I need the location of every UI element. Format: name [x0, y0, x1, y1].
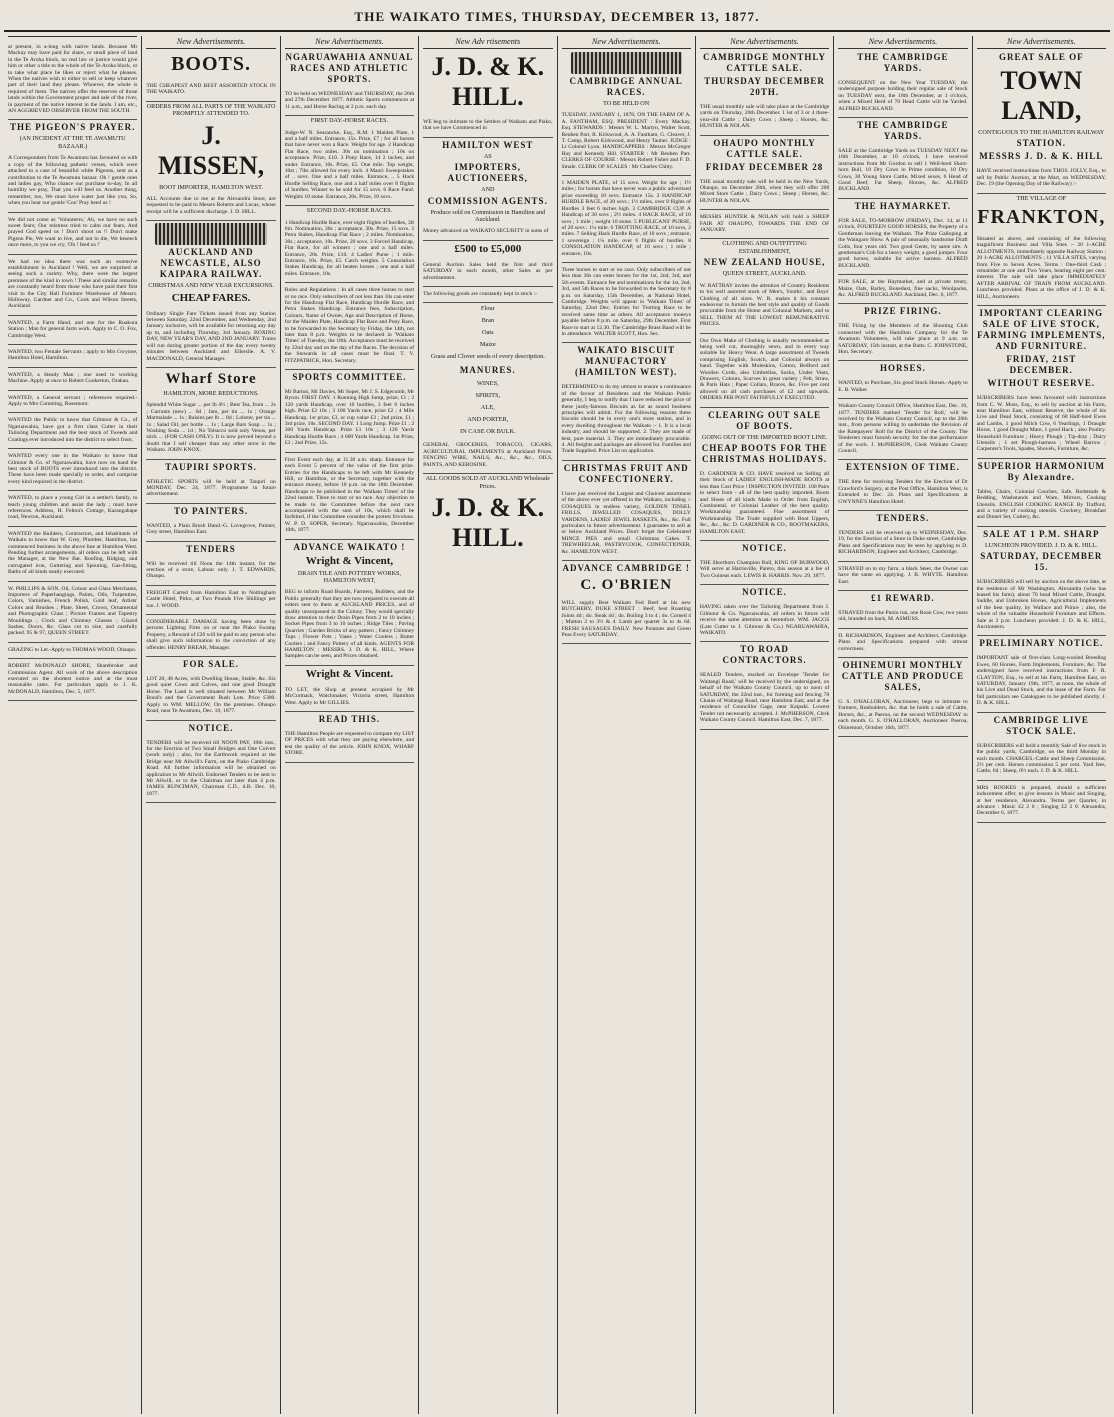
advertisement-text — [146, 586, 275, 615]
advertisement-text — [838, 606, 967, 629]
ad-body: THE usual monthly sale will take place at the Cambridge yards on Thursday, 20th December. 1 lot of 3 or 4 three-year-old Cattle ; Dairy Cows ; Sheep ; Horses, &c. HUNTER & NOLAN. — [699, 104, 830, 130]
advertisement-text — [146, 519, 275, 542]
ad-heading: CAMBRIDGE MONTHLY CATTLE SALE. — [703, 52, 827, 73]
ad-heading: £500 to £5,000 — [454, 242, 522, 255]
column-3 — [281, 36, 419, 1414]
ad-heading: NGARUAWAHIA ANNUAL RACES AND ATHLETIC SPORTS. — [285, 52, 414, 84]
ad-heading: COMMISSION AGENTS. — [427, 195, 548, 206]
advertisement-text — [838, 144, 967, 199]
advertisement-text — [285, 126, 414, 206]
advertisement-text — [838, 526, 967, 562]
advertisement-text — [8, 449, 137, 491]
ad-body: FREIGHT Carted from Hamilton East to Nottingham Castle Hotel, Pirko, at Two Pounds Five Shillings per ton. J. WOOD. — [146, 589, 276, 609]
advertisement-text — [838, 319, 967, 361]
ad-body: MESSRS HUNTER & NOLAN will hold a SHEEP FAIR AT OHAUPO, TOWARDS THE END OF JANUARY. — [699, 214, 830, 234]
column-heading: New Advertisements. — [700, 36, 829, 49]
advertisement-text — [700, 467, 829, 541]
ad-body: WANTED every one in the Waikato to know that Gilmour & Co. of Ngaruawahia, have now on hand the best stock of BOOTS ever introduced into the district. These have been made specially to order, and comprise every kind required in the district. — [8, 453, 138, 485]
ad-heading: J. D. & K. HILL. — [431, 52, 545, 111]
advertisement-text — [562, 487, 691, 561]
ad-heading: CONTIGUOUS TO THE HAMILTON RAILWAY — [978, 129, 1105, 136]
ad-heading: CHRISTMAS AND NEW YEAR EXCURSIONS. — [148, 282, 274, 290]
advertisement-text — [977, 391, 1106, 459]
goods-list — [423, 378, 552, 438]
ad-body: TO be held on WEDNESDAY and THURSDAY, the 26th and 27th December 1877. Athletic Sports commences at 11 a.m., and Horse Racing at 2 p.m. each day. — [284, 91, 415, 110]
ad-body: WANTED, a General servant ; references required.-Apply to Mrs Cumming, Rosemont. — [8, 394, 138, 408]
ad-heading: (AN INCIDENT AT THE TE AWAMUTU BAZAAR.) — [19, 135, 126, 150]
ad-body: THE CHEAPEST AND BEST ASSORTED STOCK IN THE WAIKATO. — [146, 83, 276, 96]
ad-heading: SPORTS COMMITTEE. — [292, 372, 407, 383]
ad-body: WANTED the Public to know that Gilmour & Co., of Ngaruawahia, have got a first class Cutter in their Tailoring Department and the best stock of Tweeds and Coatings ever introduced into the district to select from. — [8, 417, 138, 443]
ad-heading: GREAT SALE OF — [998, 52, 1084, 62]
ad-body: TENDERS will be received up to WEDNESDAY, Dec. 19, for the Erection of a Store in Duke street, Cambridge. Plans and Specifications may be seen by applying to D. RICHARDSON, Engineer and Architect, Cambridge. — [838, 530, 968, 556]
advertisement-text — [285, 683, 414, 712]
advertisement-text — [8, 413, 137, 449]
advertisement-text — [146, 736, 275, 804]
ad-body: HAVE received instructions from THOS. JOLLY, Esq., to sell by Public Auction, at the Mart, on WEDNESDAY, Dec. 19 (the Opening Day of the Railway) :- — [976, 168, 1106, 188]
ad-heading: ADVANCE WAIKATO ! — [293, 541, 406, 552]
goods-item: IN CASE OR BULK. — [459, 428, 516, 436]
advertisement-text — [8, 582, 137, 643]
goods-list — [423, 303, 552, 363]
advertisement-text — [8, 40, 137, 120]
advertisement-text — [562, 263, 691, 343]
ad-body: THE Firing by the Members of the Shooting Club connected with the Hamilton Company for the Te Awamutu Volunteers, will take place at 9 a.m. on SATURDAY, 15th instant, at the Butts. C. JOHNSTONE, Hon. Secretary. — [838, 323, 968, 355]
ad-heading: TAUPIRI SPORTS. — [165, 461, 257, 472]
ad-heading: SALE AT 1 P.M. SHARP — [983, 528, 1100, 539]
ad-heading: J. D. & K. HILL. — [431, 492, 545, 552]
ad-body: We had no idea there was such an extensive establishment in Auckland ! Well, we are surprised at seeing such a variety. Why, there were the largest premises of the kind in town ! These and similar remarks are constantly heard from those who have paid their first visit to the City Hall Furniture Warehouse of Messrs. Holloway, Gardner and Co., Cook and Wilson Streets, Auckland. — [8, 258, 138, 310]
ad-body: STRAYED on to my farm, a black Steer, the Owner can have the same on applying. J. B. WHYTE. Hamilton East. — [838, 565, 968, 585]
advertisement-text — [562, 176, 691, 263]
ad-heading: CHRISTMAS FRUIT AND CONFECTIONERY. — [563, 462, 689, 484]
advertisement-text — [8, 491, 137, 527]
advertisement-text — [977, 164, 1106, 193]
goods-item: Grass and Clover seeds of every description. — [430, 353, 545, 361]
ad-heading: IMPORTANT CLEARING SALE OF LIVE STOCK, FARMING IMPLEMENTS, AND FURNITURE. — [977, 308, 1106, 352]
ad-body: WANTED, two Female Servants ; apply to Mrs Gwynne, Hamilton Hotel, Hamilton. — [8, 349, 138, 362]
advertisement-text — [8, 368, 137, 391]
ad-body: WANTED, a Farm Hand, and one for the Ruakura Station ; Man for general farm work. Apply to C. O. Fox, Cambridge West. — [8, 319, 138, 339]
column-5 — [558, 36, 696, 1414]
ad-heading: THE VILLAGE OF — [1016, 194, 1067, 202]
ad-body: CONSIDERABLE DAMAGE having been done by persons Lighting Fires on or near the Piako Swamp Property, a Reward of £20 will be paid to any person who shall give such information to the conviction of any offender. HENRY BREAR, Manager. — [146, 619, 276, 651]
ad-heading: STATION. — [1016, 138, 1067, 149]
ad-heading: QUEEN STREET, AUCKLAND. — [722, 270, 807, 278]
ad-heading: GOING OUT OF THE IMPORTED BOOT LINE. — [701, 433, 828, 441]
ad-body: ALL Accounts due to me at the Alexandra Store, are requested to be paid to Messrs Roberts and Lucas, whose receipt will be a sufficient discharge. J. D. HILL. — [146, 196, 276, 215]
ad-heading: SECOND DAY.-HORSE RACES. — [306, 207, 393, 215]
ad-heading: FRANKTON, — [977, 206, 1106, 229]
advertisement-text — [285, 283, 414, 370]
ad-heading: OHINEMURI MONTHLY CATTLE AND PRODUCE SALES, — [841, 659, 965, 692]
ad-heading: TENDERS. — [876, 513, 930, 524]
advertisement-text — [838, 76, 967, 118]
advertisement-text — [285, 385, 414, 453]
column-6 — [696, 36, 834, 1414]
advertisement-text — [562, 108, 691, 176]
ad-heading: Produce sold on Commission in Hamilton and Auckland. — [430, 208, 546, 224]
advertisement-text — [146, 615, 275, 657]
ad-body: TUESDAY, JANUARY 1, 1878, ON THE FARM OF A. A. FANTHAM, ESQ. PRESIDENT : Every Mackay, Esq. STEWARDS : Messrs W. L. Martyn, Walter Scott, Reuben Parr, R. Kirkwood, A. A. Fantham, G. Cleaver, J. T. Camp, Robert Kirkwood, and Henry Tauber. JUDGE : Lt Colonel Lyon. HANDICAPPERS : Messrs McGregor Hay and Kennedy Hill. STARTER : Mr Reuben Parr. CLERKS OF COURSE : Messrs Robert Fisher and F. D. Smale. CLERK OF SCALES : Mr Charles Chitty. — [561, 112, 691, 170]
column-8 — [973, 36, 1110, 1414]
ad-heading: MANURES. — [459, 365, 516, 376]
ad-heading: AND — [481, 186, 495, 194]
advertisement-text — [285, 453, 414, 540]
ad-body: at present, in a-long with native lands. Because Mr Mackay may have paid for share, or small piece of land in the Te Aroha block, no real law or justice would give him or other a title to the whole of the Te Aroha block, or to take what place he likes or reject what he pleases. When the natives wish to either to sell or keep whatever part of their land they please. Whoever, the whole is required of them. The natives offer the reserves of those lands within the Government proper and sale of the river, in payment of the native interest in the lands. I am, etc., AN AGGRIEVED OBSERVER FROM THE SOUTH. — [8, 44, 138, 115]
ad-body: TENDERS will be received till NOON PAY, 19th inst., for the Erection of Two Small Bridges and One Culvert (work only) ; also, for the Earthwork required at the Bridge near Mr Allwill's Farm, on the Piako Cambridge Road. All further information will be obtained on application to Mr Allwill. Endorsed Tenders to be sent to Mr Allwill, or to the Chairman not later than 4 p.m. JAMES RUNCIMAN, Chairman C.D., d.B. Dec. 10, 1877. — [146, 739, 276, 797]
ad-body: FOR SALE, at the Haymarket, and at private treaty, Maize, Oats, Barley, Bonedust, fine sacks, Woolpacks, &c. ALFRED BUCKLAND. Auckland, Dec. 6, 1877. — [838, 279, 968, 298]
ad-heading: HORSES. — [880, 363, 926, 374]
ad-body: D. RICHARDSON, Engineer and Architect, Cambridge. Plans and Specifications prepared with utmost correctness. — [838, 632, 968, 652]
advertisement-text — [423, 287, 552, 303]
ad-heading: EXTENSION OF TIME. — [846, 462, 960, 473]
ad-body: Judge-W. N. Searancke, Esq., R.M. 1 Maiden Plate, 1 and a half miles. Entrance, 15s. Prize, £7 ; for all horses that have never won a Race. Weight for age. 2 Handicap Flat Race, two miles. 30s on nomination ; 10s on acceptance. Prize, £10. 3 Pony Race, 14 2 inches, and under. Entrance, 10s. Prize, £5. One mile. Top weight, 10st ; 7lbs allowed for every inch. 4 Maori Sweepstakes of .. sovs. One and a half miles. Entrance, .. 5 Hack Hurdle Selling Race, one and a half miles over 8 flights of hurdles. Winner to be sold for 15 sovs. 6 Race Fund. Weights 10 stone. Entrance, 20s. Prize, 10 sovs. — [284, 129, 415, 200]
engraving-illustration — [571, 52, 682, 74]
advertisement-text — [838, 214, 967, 275]
advertisement-text — [977, 739, 1106, 781]
advertisement-text — [977, 485, 1106, 527]
ad-body: STRAYED from the Puniu run, one Roan Cow, two years old, branded on back, M. ASMUSS. — [838, 609, 968, 623]
ad-heading: CLEARING OUT SALE OF BOOTS. — [708, 409, 821, 431]
ad-body: HAVING taken over the Tailoring Department from J. Gilmour & Co. Ngaruawahia, all orders in future will receive the same attention as heretofore. WM. JAGGS (Late Cutter to J. Gilmour & Co.) NGARUAWAHIA, WAIKATO. — [699, 604, 830, 636]
masthead: THE WAIKATO TIMES, THURSDAY, DECEMBER 13, 1877. — [4, 6, 1110, 32]
advertisement-text — [146, 398, 275, 459]
advertisement-text — [146, 475, 275, 504]
ad-heading: NOTICE. — [742, 543, 787, 554]
advertisement-text — [8, 643, 137, 659]
goods-item: Maize — [479, 341, 496, 349]
advertisement-text — [838, 399, 967, 460]
ad-body: Splendid White Sugar ... per lb 4½ ; Best Tea, from ... 2s ; Currants (new) ... 6d ; Jam, per tin ... 1s ; Orange Marmalade ... 1s ; Raisins per lb ... 8d ; Lobster, per tin ... 1s ; Salad Oil, per bottle ... 1s ; Large Bars Soap ... 1s ; Washing Soda ... 1d ; No Tobacco sold only Venus, per stick ... (FOR CASH ONLY). It is now proved beyond a doubt that I sell cheaper than any other store in the Waikato. JOHN KNOX. — [146, 402, 276, 454]
advertisement-text — [700, 100, 829, 136]
ad-heading: TOWN LAND, — [1000, 66, 1083, 125]
advertisement-text — [146, 192, 275, 221]
ad-body: MRS ROOKES is prepared, should a sufficient inducement offer, to give lessons in Music and Singing, at her residence, Alexandra. Terms per Quarter, in advance : Music £2 2 0 ; Singing £2 2 0. Alexandra, December 6, 1877. — [976, 784, 1106, 817]
advertisement-text — [8, 659, 137, 701]
advertisement-text — [838, 475, 967, 511]
ad-heading: Wright & Vincent. — [305, 667, 394, 680]
advertisement-text — [8, 316, 137, 345]
column-7 — [834, 36, 972, 1414]
ad-body: SUBSCRIBERS will hold a monthly Sale of live stock in the public yards, Cambridge, on the third Monday in each month. CHARGES.-Cattle and Sheep Commission, 2½ per cent. Horses commission 5 per cent. Yard fees, Cattle, 6d ; Sheep, 0½ each. J. D. & K. HILL. — [976, 742, 1106, 775]
ad-body: The following goods are constantly kept in stock :- — [423, 291, 538, 298]
advertisement-text — [146, 557, 275, 586]
ad-heading: SUPERIOR HARMONIUM By Alexandre. — [977, 460, 1105, 482]
ad-heading: ADVANCE CAMBRIDGE ! — [562, 562, 690, 573]
ad-heading: OHAUPO MONTHLY CATTLE SALE. — [713, 137, 816, 159]
advertisement-text — [562, 380, 691, 460]
ad-body: W. RATTRAY invites the attention of Country Residents to his well assorted stock of Men's, Youths', and Boys' Clothing of all sizes. W. R. makes it his constant endeavour to furnish the best style and quality of Goods procurable from the Home and Colonial Markets, and to SELL THEM AT THE LOWEST REMUNERATIVE PRICES. — [699, 282, 830, 328]
ad-body: FOR SALE, TO-MORROW (FRIDAY), Dec. 14, at 11 o'clock, FOURTEEN GOOD HORSES, the Property of a Gentleman leaving the Waikato. The Prize Galloping at the Waingaro Show. A pair of unusually handsome Draft Colts, four years old. Two good Gents, by same sire. A gentleman's Cob for a heavy weight, a good jumper. Four good horses, suitable for active harness. ALFRED BUCKLAND. — [838, 217, 968, 269]
ad-heading: CLOTHING AND OUTFITTING ESTABLISHMENT, — [722, 240, 807, 255]
advertisement-text — [700, 175, 829, 211]
ad-heading: ORDERS FROM ALL PARTS OF THE WAIKATO PROMPTLY ATTENDED TO. — [146, 102, 276, 118]
ad-body: SEALED Tenders, marked on Envelope 'Tender for Waitangi Road,' will be received by the undersigned, on behalf of the Waikato County Council, up to noon of SATURDAY, the 22nd inst., for forming and fencing 70 Chains of Waitangi Road, near Hamilton East, and at the residence of Councillor Gage, near Kaipaki. Lowest Tender not necessarily accepted. J. McPHERSON, Clerk Waikato County Council. Hamilton East, Dec. 7, 1877. — [699, 672, 830, 724]
ad-body: G. S. O'HALLORAN, Auctioneer, begs to intimate to Farmers, Runholders, &c. that he holds a sale of Cattle, Horses, &c., at Paeroa, on the second WEDNESDAY in each month. G. S. O'HALLORAN, Auctioneer. Paeroa, Ohinemuri, October 16th, 1877. — [838, 698, 968, 731]
ad-body: THE Hamilton People are requested to compare my LIST OF PRICES with what they are paying elsewhere, and test the quality of the article. JOHN KNOX, WHARF STORE. — [284, 731, 415, 757]
ad-heading: Wright & Vincent, — [305, 554, 394, 567]
goods-item: WINES, — [476, 380, 499, 388]
ad-body: ROBERT McDONALD SHORE, Sharebroker and Commission Agent. All work of the above description executed on the shortest notice and at the most reasonable rates. For particulars apply to J. K. McDONALD, Hamilton, Dec. 5, 1877. — [8, 663, 138, 695]
ad-body: CONSEQUENT on the New Year TUESDAY, the undersigned purpose holding their regular sale of Stock on TUESDAY next, the 18th December, at 1 o'clock, when a Mixed Herd of 70 Head Cattle will be Yarded. ALFRED BUCKLAND. — [838, 80, 968, 112]
advertisement-text — [838, 695, 967, 737]
ad-body: Will be received till Noon the 14th instant, for the erection of a store, Labour only. J. T. EDWARDS, Ohaupo. — [146, 560, 276, 580]
advertisement-text — [977, 232, 1106, 306]
ad-heading: THE CAMBRIDGE YARDS. — [857, 52, 949, 73]
ad-heading: ALL GOODS SOLD AT AUCKLAND Wholesale Prices. — [425, 475, 551, 490]
advertisement-text — [700, 210, 829, 239]
ad-body: 1 MAIDEN PLATE, of 15 sovs. Weight for age ; 1½ miles ; for horses that have never won a public advertised prize exceeding 10 sovs. Entrance 15s. 2 HANDICAP HURDLE RACE, of 20 sovs ; 1½ miles, over 8 flights of Hurdles 3 feet 6 inches high. 3 CAMBRIDGE CUP. A Handicap of 30 sovs ; 2½ miles. 4 HACK RACE, of 10 sovs ; 1 mile ; weight 10 stone. 5 PUBLICANS' PURSE, of 20 sovs ; 1¼ mile. 6 TROTTING RACE, of 10 sovs, 2 miles. 7 Selling Hack Hurdle Race, of 10 sovs ; entrance, 1 sovereign ; 1¼ mile, over 6 flights of hurdles. 8 CONSOLATION HANDICAP, of 10 sovs ; 1 mile ; entrance, 10s. — [561, 180, 691, 257]
advertisement-text — [8, 255, 137, 316]
advertisement-text — [838, 275, 967, 304]
advertisement-text — [285, 585, 414, 665]
ad-heading: THE HAYMARKET. — [854, 200, 952, 211]
ad-heading: TO PAINTERS. — [173, 505, 249, 516]
ad-body: THE usual monthly sale will be held in the New Yards, Ohaupo, on December 28th, when they will offer 200 Mixed Store Cattle ; Dairy Cows ; Sheep ; Horses, &c. HUNTER & NOLAN. — [699, 178, 830, 204]
ad-body: Ordinary Single Fare Tickets issued from any Station between Saturday, 22nd December, and Wednesday, 2nd January inclusive, will be available for returning any day up to, and including Thursday, 3rd January. BOXING DAY, NEW YEAR'S DAY, AND 2ND JANUARY. Trains will run during greater portion of the day every twenty minutes between Auckland and Ellerslie. A. V. MACDONALD, General Manager. — [146, 310, 276, 362]
ad-heading: FRIDAY, 21ST DECEMBER. — [1006, 354, 1077, 376]
ad-body: IMPORTANT sale of first-class Long-wooled Breeding Ewes, 60 Horses, Farm Implements, Furniture, &c. The undersigned have received instructions from F. R. CLAYTON, Esq., to sell at his Farm, Hamilton East, on SATURDAY, January 19th, 1877, at noon, the whole of his Live and Dead Stock, and the lease of the Farm. For full particulars see Catalogues to be published shortly. J. D. & K. HILL. — [976, 655, 1106, 707]
advertisement-text — [146, 672, 275, 720]
advertisement-text — [8, 345, 137, 368]
column-heading: New Adv rtisements — [423, 36, 552, 49]
advertisement-text — [700, 668, 829, 729]
advertisement-text — [700, 334, 829, 408]
ad-body: BEG to inform Road Boards, Farmers, Builders, and the Public generally that they are now prepared to execute all orders sent to them at AUCKLAND PRICES, and of quality unsurpassed in the Colony. They would specially draw attention to their Drain Pipes from 2 to 10 inches ; Socket Pipes from 3 to 10 inches ; Ridge Tiles ; Paving Quarries ; Garden Bricks of any pattern ; Fancy Chimney Tops ; Flower Pots ; Vases ; Water Coolers ; Butter Coolers ; and Fancy Pottery of all kinds. AGENTS FOR HAMILTON : MESSRS. J. D. & K. HILL, Where Samples can be seen, and Prices obtained. — [284, 589, 415, 660]
goods-item: Oats — [481, 329, 494, 337]
advertisement-text — [838, 629, 967, 658]
column-2 — [142, 36, 280, 1414]
ad-body: DETERMINED to do my utmost to ensure a continuance of the favour of Residents and the Waikato Public generally, I beg to notify that I have reduced the price of these justly-famous Biscuits as far as sound business principles will admit. For the following reasons these biscuits should be in every one's store station, and in every dwelling throughout the Waikato :- 1. It is a local industry, and should be supported. 2. They are made of best, pure material. 3. They are immediately procurable. 4. All freights and packages are allowed for. Families and Trade Supplied. Price List on application. — [561, 384, 691, 455]
ad-body: We did not come as 'Volunteers,' Ah, we have no such sweet fears; Our mistress tried to calm our fears, And prayed God speed us ! Don't shoot us !! Don't make Pigeon Pie, We want to live, and not to die, We beseech once more, to you we cry, 'Oh ! feed us !' — [8, 216, 138, 249]
advertisement-text — [700, 600, 829, 642]
ad-heading: AS — [483, 152, 492, 160]
advertisement-text — [423, 258, 552, 287]
advertisement-text — [146, 79, 275, 102]
ad-body: Three horses to start or no race. Only subscribers of not less than 30s can enter horses for the 1st, 2nd, 3rd, and 5th events. Entrance fee and nominations for the 1st, 2nd, 3rd, and 5th Races to be forwarded to the Secretary by 8 p.m. on Saturday, 15th December, at National Hotel, Cambridge. Weights will appear in 'Waikato Times' of Saturday, 22nd Dec. Entries for Trotting Race to be received same time as others. All acceptance moneys payable before 8 p.m. on Saturday, 29th December. First Race to start at 12.30. The Cambridge Brass Band will be in attendance. WALTER SCOTT, Hon. Sec. — [561, 266, 691, 337]
column-heading — [8, 36, 137, 37]
advertisement-text — [8, 527, 137, 582]
ad-body: WILL supply Best Waikato Fed Beef at his new BUTCHERY, DUKE STREET : Beef, best Roasting Joints 4d ; do. Steak 4d ; do. Boiling 3 to 4 ; do. Corned 4 ; Mutton 2 to 3½ & 4. Lamb per quarter 3s to 4s 6d. FRESH SAUSAGES DAILY. New Potatoes and Green Peas Every SATURDAY. — [561, 599, 691, 638]
ad-body: 1 Handicap Hurdle Race, over eight flights of hurdles, 3ft 6in. Nomination, 30s ; acceptance, 30s. Prize, 15 sovs. 2 Petra Stakes, Handicap Flat Race ; 2 miles. Nomination, 30s ; acceptance, 10s. Prize, 20 sovs. 3 Forced Handicap, Flat Race, for all winners ; one and a half miles. Entrance, 20s. Prize, £10. 4 Ladies' Purse ; 1 mile. Entrance, 10s. Prize, £5. Catch weights. 5 Consolation Stakes Handicap, for all beaten horses ; one and a half miles. Entrance, 10s. — [284, 219, 415, 277]
ad-heading: THURSDAY DECEMBER 20TH. — [704, 76, 825, 97]
ad-heading: Wharf Store — [165, 370, 257, 387]
ad-heading: NOTICE. — [188, 722, 234, 733]
goods-item: SPIRITS, — [475, 392, 501, 400]
column-heading: New Advertisements. — [977, 36, 1106, 49]
ad-body: Rules and Regulations : In all cases three horses to start or no race. Only subscribers of not less than 10s can enter for the Handicap Flat Race, Handicap Hurdle Race, and Petra Stakes Handicap. Entrance fees, Subscription, Colours, Name of Owner, Age and Description of Horse, for the Maiden Plate, Handicap Flat Race and Pony Race, to be forwarded to the Secretary by Friday, the 14th, not later than 8 p.m. Weights to be declared in 'Waikato Times' of Tuesday, the 18th. Acceptance must be received by 22nd day and on the day of the Races. The decision of the Stewards in all cases must be final. T. V. FITZPATRICK, Hon. Secretary. — [284, 287, 415, 364]
advertisement-text — [562, 596, 691, 644]
ad-body: General Auction Sales held the first and third SATURDAY in each month, other Sales as per advertisement. — [423, 261, 553, 281]
advertisement-text — [285, 87, 414, 116]
ad-heading: NOTICE. — [742, 587, 787, 598]
ad-heading: CHEAP BOOTS FOR THE CHRISTMAS HOLIDAYS. — [701, 443, 828, 464]
advertisement-text — [8, 151, 137, 212]
ad-body: Money advanced on WAIKATO SECURITY in sums of — [423, 228, 549, 235]
ad-heading: FOR SALE. — [183, 659, 240, 670]
ad-heading: IMPORTERS, AUCTIONEERS, — [447, 162, 528, 184]
advertisement-text — [977, 781, 1106, 823]
ad-heading: TO ROAD CONTRACTORS. — [722, 644, 807, 666]
advertisement-text — [285, 727, 414, 763]
advertisement-text — [700, 556, 829, 585]
advertisement-text — [423, 224, 552, 240]
ad-heading: BOOT IMPORTER, HAMILTON WEST. — [159, 183, 264, 191]
ad-body: WANTED, a Steady Man ; one used to working Machine. Apply at once to Robert Cookerton, Orakau. — [8, 371, 138, 385]
ad-heading: DRAIN TILE AND POTTERY WORKS, HAMILTON WEST, — [297, 569, 402, 584]
ad-heading: £1 REWARD. — [871, 592, 935, 603]
ad-body: WE beg to intimate to the Settlers of Waikato and Piako, that we have Commenced in — [423, 119, 553, 132]
ad-body: SALE at the Cambridge Yards on TUESDAY NEXT the 18th December, at 10 o'clock, I have received instructions from Mr Gordon to sell 1 Well-bred Short-horn Bull, 10 Dry Cows in Prime condition, 10 Dry Cows, 30 Young Store Cattle, Mixed sexes, 6 Head of Good Beef, Fat Sheep, Horses, &c. ALFRED BUCKLAND. — [838, 148, 968, 193]
ad-body: GENERAL GROCERIES, TOBACCO, CIGARS, AGRICULTURAL IMPLEMENTS at Auckland Prices. FENCING WIRE, NAILS, &c., &c., &c., OILS, PAINTS, AND KEROSINE. — [423, 442, 553, 468]
ad-heading: LUNCHEON PROVIDED. J. D. & K. HILL. — [985, 541, 1098, 549]
ad-heading: FIRST DAY.-HORSE RACES. — [310, 117, 389, 125]
advertisement-text — [146, 307, 275, 368]
column-heading: New Advertisements. — [838, 36, 967, 49]
ad-heading: J. MISSEN, — [157, 120, 265, 180]
ad-body: A Correspondent from Te Awamutu has favoured us with a copy of the following pathetic verses, which were attached to a case of beautiful white Pigeons, sent as a contribution to the Te Awamutu bazaar. Oh ! gentle ones and ladies gay, Who chance our purchase to-day, In all humility we pray, That you will feed us. Another thing, remember, too, We must have water just like you, So, when you hear our gentle 'Coo' Pray heed us ! — [8, 155, 138, 207]
goods-item: Flour — [480, 305, 495, 313]
ad-body: Situated as above, and consisting of the following magnificent Business and Villa Sites :- 20 1-ACRE ALLOTMENTS, immediately opposite Railway Station ; 20 1-ACRE ALLOTMENTS ; 11 VILLA SITES, varying from Five to Seven Acres. Terms : One-third Cash ; remainder at one and Two Years, bearing eight per cent. interest. The sale will take place IMMEDIATELY AFTER ARRIVAL OF TRAIN FROM AUCKLAND. Luncheon provided. Plans at the office of J. D. & K. HILL, Auctioneers. — [976, 236, 1106, 300]
ad-heading: HAMILTON, MORE REDUCTIONS. — [163, 389, 259, 397]
ad-heading: MESSRS J. D. & K. HILL — [979, 151, 1104, 162]
ad-body: THE time for receiving Tenders for the Erection of Dr Crawford's Surgery, at the Post Office, Hamilton West, is Extended to Dec. 24. Plans and Specifications at GWYNNE'S Hamilton Hotel. — [838, 479, 968, 505]
advertisement-text — [8, 213, 137, 255]
ad-body: WANTED, to place a young Girl in a settler's family, to teach young children and assist the lady ; must have references. Address, H. Felton's Cottage, Karangahape road, Newton, Auckland. — [8, 495, 138, 521]
ad-heading: NEW ZEALAND HOUSE, — [703, 257, 826, 268]
ad-heading: THE CAMBRIDGE YARDS. — [857, 120, 949, 142]
ad-heading: THE PIGEON'S PRAYER. — [9, 122, 136, 133]
ad-body: THE Shorthorn Champion Bull, KING OF BURWOOD, Will serve at Harrisville, Pareto, this season at a fee of Two Guineas each. LEWIS B. HARRIS. Nov. 29, 1877. — [699, 560, 830, 579]
ad-body: First Event each day, at 11.30 a.m. sharp. Entrance for each Event 5 percent of the value of the first prize. Entries for the Handicaps to be left with Mr Kennedy Hill, or Hamilton, or the Secretary, together with the entrance money, before 10 p.m. on the 18th December. Handicaps to be published in the 'Waikato Times' of the 22nd instant. Three to start or no race. Any objection to be made to the Committee before the next race accompanied with the sum of 10s, which shall be forfeited, if the Committee consider the protest frivolous. W. P. D. SOPER, Secretary. Ngaruawahia, December 10th, 1877. — [284, 456, 415, 534]
columns-container — [4, 36, 1110, 1414]
ad-body: I have just received the Largest and Choicest assortment of the above ever yet offered in the Waikato, including :- COSAQUES in endless variety, GOLDEN TINSEL FRILLS, JEWELLED COSAQUES, DOLLY VARDENS, LADIES' JEWEL BASKETS, &c., &c. Full particulars in future advertisement. I guarantee to sell at or below Auckland Prices. Don't forget the Celebrated MINCE PIES and small Christmas Cakes. T. TREWHEELAR, PASTRYCOOK, CONFECTIONER, &c. HAMILTON WEST. — [561, 490, 691, 555]
ad-heading: FRIDAY DECEMBER 28 — [705, 161, 824, 172]
ad-heading: C. O'BRIEN — [580, 576, 673, 593]
advertisement-text — [838, 376, 967, 399]
ad-body: LOT 20, 48 Acres, with Dwelling House, Stable, &c. Six good quiet Cows and Calves, and one good Draught Horse. The Land is well situated between Mr William Bond's and the Government Bush Lots. Price £300. Apply to WM. MELLOW, On the premises. Ohaupo Road, near Te Awamutu, Dec. 10, 1877. — [146, 676, 276, 715]
ad-heading: CAMBRIDGE LIVE STOCK SALE. — [993, 714, 1089, 736]
column-1 — [4, 36, 142, 1414]
ad-body: WANTED, a Plain Brush Hand.-G. Lovegrove, Painter, Grey street, Hamilton East. — [146, 522, 276, 536]
ad-heading: PRELIMINARY NOTICE. — [979, 638, 1104, 649]
ad-heading: WAIKATO BISCUIT MANUFACTORY (HAMILTON WEST). — [575, 345, 678, 378]
ad-heading: AUCKLAND AND NEWCASTLE, ALSO KAIPARA RAILWAY. — [159, 247, 263, 280]
ad-body: D. GARDINER & CO. HAVE resolved on Selling all their Stock of LADIES' ENGLISH-MADE BOOTS at less than Cost Price ! INSPECTION INVITED. 100 Pairs to select from - all of the best quality imported. Boots and Shoes of all kinds Made to Order from English, Continental, or Colonial Leather of the best quality. Workmanship guaranteed. Fine assortment of Workmanship. The Trade supplied with Boot Uppers, &c., &c., &c. D. GARDINER & CO., BOOTMAKERS, HAMILTON EAST. — [699, 471, 830, 535]
advertisement-text — [8, 391, 137, 414]
ad-heading: CHEAP FARES. — [171, 291, 251, 304]
advertisement-text — [700, 279, 829, 334]
ad-heading: TENDERS — [186, 543, 236, 554]
ad-heading: WITHOUT RESERVE. — [987, 378, 1096, 389]
ad-body: TO LET, the Shop at present occupied by Mr McCormack, Watchmaker, Victoria street, Hamilton West. Apply to Mr GILLIES. — [284, 686, 415, 706]
ad-body: WANTED the Builders, Contractors, and Inhabitants of Waikato to know that W. Grey, Plumber, Hamilton, has commenced business in the above line at Hamilton West. Pending further arrangements, all orders can be left with the Manager, at the New Bar. Roofing, Ridging, and corrugated iron, Guttering and Spouting, Gas-fitting, Baths of all kinds neatly executed. — [8, 530, 138, 576]
column-4 — [419, 36, 557, 1414]
ad-body: Our Own Make of Clothing is usually recommended as being well cut, thoroughly sewn, and in every way suitable for Heavy Wear. A large assortment of Tweeds comprising English, Scotch, and Colonial always on hand. Together with Moleskins, Cotton, Bedford and Woollen Cords, also Umbrellas, Socks, Under Vests, Drawers, Colours, Scarves in great variety ; Felt, Straw, & Paris Hats ; Paper Collars, Braces, &c. Five per cent allowed on all cash purchases of £2 and upwards. ORDERS PER POST FAITHFULLY EXECUTED. — [699, 337, 830, 402]
advertisement-text — [423, 115, 552, 138]
advertisement-text — [838, 562, 967, 591]
ad-heading: READ THIS. — [318, 714, 381, 725]
ad-body: GRAZING to Let.-Apply to THOMAS WOOD, Ohaupo. — [8, 646, 137, 653]
ad-body: ATHLETIC SPORTS will be held at Taupiri on MONDAY, Dec. 24, 1877. Programme in future advertisement. — [146, 478, 276, 498]
column-heading: New Advertisements. — [562, 36, 691, 49]
goods-item: AND PORTER, — [467, 416, 509, 424]
advertisement-text — [977, 575, 1106, 636]
ad-heading: PRIZE FIRING. — [864, 306, 942, 317]
ad-body: SUBSCRIBERS will sell by auction on the above date, at the residence of Mr Washington, Alexandra (who has leased his farm), about 70 head Mixed Cattle, Draught, Saddle, and Unbroken Horses, Agricultural Implements of the best quality, by Wallace and Prince ; also, the whole of the valuable Household Furniture and Effects. Sale at 2 p.m. Luncheon provided. J. D. & K. HILL, Auctioneers. — [976, 579, 1106, 631]
ad-heading: TO BE HELD ON — [603, 100, 650, 107]
ad-heading: BOOTS. — [171, 53, 252, 75]
ad-body: Waikato County Council Office, Hamilton East, Dec. 10, 1877. TENDERS marked 'Tender for Roll,' will be received by the Waikato County Council, up to the 20th inst., from persons willing to undertake the Revision of the Ratepayers' Roll for the District of the County. The Tenderers must furnish security for the due performance of the work. J. McPHERSON, Clerk Waikato County Council. — [838, 403, 968, 455]
ad-heading: SATURDAY, DECEMBER 15. — [980, 551, 1103, 573]
goods-item: ALE, — [480, 404, 495, 412]
column-heading: New Advertisements. — [146, 36, 275, 49]
ad-heading: CAMBRIDGE ANNUAL RACES. — [569, 76, 683, 97]
advertisement-text — [423, 438, 552, 474]
ad-body: Mr Barton, Mr Davies, Mr Soper, Mr J. S. Edgecumb, Mr Byron. FIRST DAY. 1 Running High Jump, prize, £1 ; 2 120 yards Handicap, over 10 hurdles, 3 feet 6 inches high. Prize £2 10s ; 3 100 Yards race, prize £2 ; 4 Mile Handicap, 1st prize, £3, or cup value £3 ; 2nd prize, £1 ; 3rd prize, 10s. SECOND DAY. 1 Long Jump. Prize £1 ; 2 300 Yards Handicap. Prize £1 10s ; 3 120 Yards Handicap Hurdle Race ; 4 600 Yards Handicap. 1st Prize, £3 ; 2nd Prize, 15s. — [284, 389, 415, 447]
ad-heading: HAMILTON WEST — [442, 139, 534, 150]
ad-body: SUBSCRIBERS have been favoured with instructions from C. W. Moss, Esq., to sell by auction at his Farm, near Hamilton East, without Reserve, the whole of his Live and Dead Stock, consisting of 60 Half-bred Ewes and Lambs, 1 good Milch Cow, 6 Yearlings, 1 Draught Horse, 1 good Draught Mare, 1 good Hack ; also Poultry. Household Furniture ; Heavy Plough ; Tip-dray ; Dairy Utensils ; 1 set Plough-harness ; Wheel Barrow ; Carpenter's Tools, Spades, Shovels, Furniture, &c. — [976, 395, 1106, 453]
ad-body: Tables, Chairs, Colonial Couches, Safe, Bedsteads & Bedding, Washstands and Ware, Mirrors, Cooking Utensils. ENGLISH COOKING RANGE By Trafford, and a variety of cooking utensils. Crockery, Breakfast and Dinner Set, Cutlery, &c. — [976, 488, 1106, 521]
ad-body: WANTED, to Purchase, Six good Stock Horses.-Apply to E. B. Walker. — [838, 380, 968, 393]
advertisement-text — [977, 651, 1106, 712]
ad-body: W. PHILLIPS & SON, Oil, Colour and Glass Merchants, Importers of Paperhangings, Paints, Oils, Turpentine, Colors, Varnishes, French Polish, Gold leaf, Artists' Colors and Brushes ; Plate, Sheet, Crown, Ornamental and Photographic Glass ; Picture Frames and Tapestry Mouldings ; Clock and Chimney Glasses ; Glazed Sashes, Doors, &c. Glass cut to size, and carefully packed. 95 & 97, QUEEN STREET. — [8, 585, 138, 637]
advertisement-text — [285, 216, 414, 284]
engraving-illustration — [155, 223, 266, 245]
column-heading: New Advertisements. — [285, 36, 414, 49]
goods-item: Bran — [481, 317, 495, 325]
